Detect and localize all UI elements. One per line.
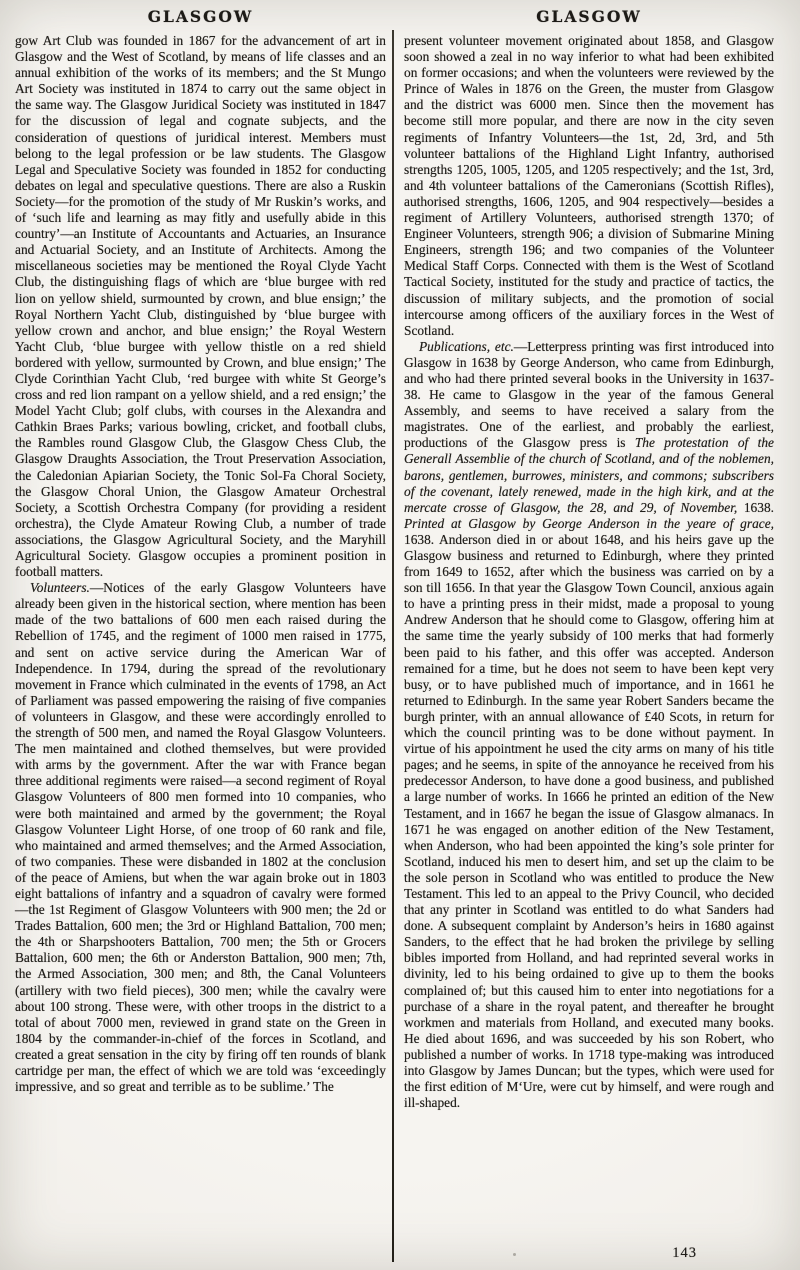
page-number: 143 bbox=[672, 1245, 697, 1261]
text-run: present volunteer movement originated about 1858, and Glasgow soon showed a zeal in no way inferior to what had been exhibited on former occasions; and when the volunteers were reviewed by the Prince of Wales in 1876 on the Green, the muster from Glasgow and the district was 6000 men. Since then the movement has become still more popular, and there are now in the city seven regiments of Infantry Volunteers—the 1st, 2d, 3rd, and 5th volunteer battalions of the Highland Light Infantry, authorised strengths 1205, 1005, 1205, and 1205 respectively; and the 1st, 3rd, and 4th volunteer battalions of the Cameronians (Scottish Rifles), authorised strengths, 1606, 1205, and 904 respectively—besides a regiment of Artillery Volunteers, authorised strength 1370; of Engineer Volunteers, strength 906; a division of Submarine Mining Engineers, strength 196; and two companies of the Volunteer Medical Staff Corps. Connected with them is the West of Scotland Tactical Society, instituted for the study and practice of tactics, the discussion of military subjects, and the promotion of social intercourse among officers of the auxiliary forces in the West of Scotland. bbox=[404, 33, 774, 338]
scan-speck bbox=[352, 604, 354, 606]
scan-speck bbox=[513, 1253, 516, 1256]
column-left bbox=[15, 7, 392, 1262]
paragraph bbox=[15, 33, 386, 580]
paragraph bbox=[15, 580, 386, 1095]
paragraph bbox=[404, 33, 774, 339]
column-left-text bbox=[15, 33, 386, 1095]
column-right bbox=[394, 7, 774, 1262]
italic-run: Publications, etc. bbox=[419, 338, 514, 354]
text-run: —Letterpress printing was first introduced into Glasgow in 1638 by George Anderson, who came from Edinburgh, and who had there printed several books in the University in 1637-38. He came to Glasgow in the year of the famous General Assembly, and seems to have received a salary from the magistrates. One of the earliest, and probably the earliest, productions of the Glasgow press is bbox=[404, 338, 774, 451]
text-run: gow Art Club was founded in 1867 for the advancement of art in Glasgow and the West of Scotland, by means of life classes and an annual exhibition of the works of its members; and the St Mungo Art Society was instituted in 1874 to carry out the same object in the same way. The Glasgow Juridical Society was instituted in 1847 for the discussion of legal and cognate subjects, and the consideration of questions of juridical interest. Members must belong to the legal profession or be law students. The Glasgow Legal and Speculative Society was founded in 1852 for conducting debates on legal and speculative questions. There are also a Ruskin Society—for the promotion of the study of Mr Ruskin’s works, and of ‘such life and learning as may fitly and usefully abide in this country’—an Institute of Accountants and Actuaries, an Insurance and Actuarial Society, and an Institute of Architects. Among the miscellaneous societies may be mentioned the Royal Clyde Yacht Club, the distinguishing flags of which are ‘blue burgee with red lion on yellow shield, surmounted by crown, and blue ensign;’ the Royal Northern Yacht Club, distinguished by ‘blue burgee with yellow crown and anchor, and blue ensign;’ the Royal Western Yacht Club, ‘blue burgee with yellow thistle on a red shield bordered with yellow, surmounted by Crown, and blue ensign;’ The Clyde Corinthian Yacht Club, ‘red burgee with white St George’s cross and red lion rampant on a yellow shield, and a red ensign;’ the Model Yacht Club; golf clubs, with courses in the Alexandra and Cathkin Braes Parks; various bowling, cricket, and football clubs, the Rambles round Glasgow Club, the Glasgow Chess Club, the Glasgow Draughts Association, the Trout Preservation Association, the Caledonian Apiarian Society, the Tonic Sol-Fa Choral Society, the Glasgow Choral Union, the Glasgow Amateur Orchestral Society, a Scottish Orchestra Company (for providing a resident orchestra), the Clyde Amateur Rowing Club, a number of trade associations, the Glasgow Agricultural Society, and the Maryhill Agricultural Society. Glasgow occupies a prominent position in football matters. bbox=[15, 33, 386, 580]
italic-run: Printed at Glasgow by George Anderson in the yeare of grace, bbox=[404, 515, 774, 531]
text-run: —Notices of the early Glasgow Volunteers have already been given in the historical section, where mention has been made of the two battalions of 600 men each raised during the Rebellion of 1745, and the regiment of 1000 men raised in 1775, and sent on active service during the American War of Independence. In 1794, during the spread of the revolutionary movement in France which culminated in the events of 1798, an Act of Parliament was passed empowering the raising of five companies of volunteers in Glasgow, and these were accordingly enrolled to the strength of 500 men, and named the Royal Glasgow Volunteers. The men maintained and clothed themselves, but were provided with arms by the government. After the war with France began three additional regiments were raised—a second regiment of Royal Glasgow Volunteers of 800 men formed into 10 companies, who were both maintained and armed by the government; the Royal Glasgow Volunteer Light Horse, of one troop of 60 rank and file, who maintained and armed themselves; and the Armed Association, of two companies. These were disbanded in 1802 at the conclusion of the peace of Amiens, but when the war again broke out in 1803 eight battalions of infantry and a squadron of cavalry were formed—the 1st Regiment of Glasgow Volunteers with 900 men; the 2d or Trades Battalion, 600 men; the 3rd or Highland Battalion, 700 men; the 4th or Sharpshooters Battalion, 700 men; the 5th or Grocers Battalion, 600 men; the 6th or Anderston Battalion, 900 men; 7th, the Armed Association, 300 men; and 8th, the Canal Volunteers (artillery with two field pieces), 300 men; while the cavalry were about 100 strong. These were, with other troops in the district to a total of about 7000 men, reviewed in grand state on the Green in 1804 by the commander-in-chief of the forces in Scotland, and created a great sensation in the city by firing off ten rounds of blank cartridge per man, the effect of which we are told was ‘exceedingly impressive, and so great and terrible as to be sublime.’ The bbox=[15, 580, 386, 1095]
column-right-text bbox=[404, 33, 774, 1111]
italic-run: The protestation of the Generall Assemblie of the church of Scotland, and of the noblemen, barons, gentlemen, burrowes, ministers, and commons; subscribers of the covenant, lately renewed, made in the high kirk, and at the mercate crosse of Glasgow, the 28, and 29, of November, bbox=[404, 435, 774, 515]
text-run: 1638. Anderson died in or about 1648, and his heirs gave up the Glasgow business and returned to Edinburgh, where they printed from 1649 to 1652, after which the business was carried on by a son till 1656. In that year the Glasgow Town Council, anxious again to have a printing press in their midst, made a proposal to young Andrew Anderson that he should come to Glasgow, offering him at the same time the yearly subsidy of 100 merks that had formerly been paid to his father, and this offer was accepted. Anderson remained for a time, but he does not seem to have been kept very busy, or to have published much of importance, and in 1661 he returned to Edinburgh. In the same year Robert Sanders became the burgh printer, with an annual allowance of £40 Scots, in return for which the council printing was to be done without payment. In virtue of his appointment he used the city arms on many of his title pages; and he seems, in spite of the annoyance he received from his predecessor Anderson, to have done a good business, and published a large number of works. In 1666 he printed an edition of the New Testament, and in 1667 he began the issue of Glasgow almanacs. In 1671 he was engaged on another edition of the New Testament, when Anderson, who had been appointed the king’s sole printer for Scotland, induced his men to desert him, and set up the claim to be the sole person in Scotland who was entitled to produce the New Testament. This led to an appeal to the Privy Council, who decided that any printer in Scotland was entitled to do what Sanders had done. A subsequent complaint by Anderson’s heirs in 1680 against Sanders, to the effect that he had broken the privilege by selling bibles imported from Holland, and had reprinted several works in divinity, led to his being ordained to give up to them the books complained of; but this caused him to enter into negotiations for a purchase of a share in the royal patent, and thereafter he brought workmen and materials from Holland, and executed many books. He died about 1696, and was succeeded by his son Robert, who published a number of works. In 1718 type-making was introduced into Glasgow by James Duncan; but the types, which were used for the first edition of M‘Ure, were cut by himself, and were rough and ill-shaped. bbox=[404, 531, 774, 1111]
running-head-left: GLASGOW bbox=[147, 7, 254, 26]
running-head-right: GLASGOW bbox=[536, 7, 642, 26]
text-run: 1638. bbox=[743, 499, 774, 515]
paragraph bbox=[404, 339, 774, 1112]
italic-run: Volunteers. bbox=[30, 580, 90, 596]
